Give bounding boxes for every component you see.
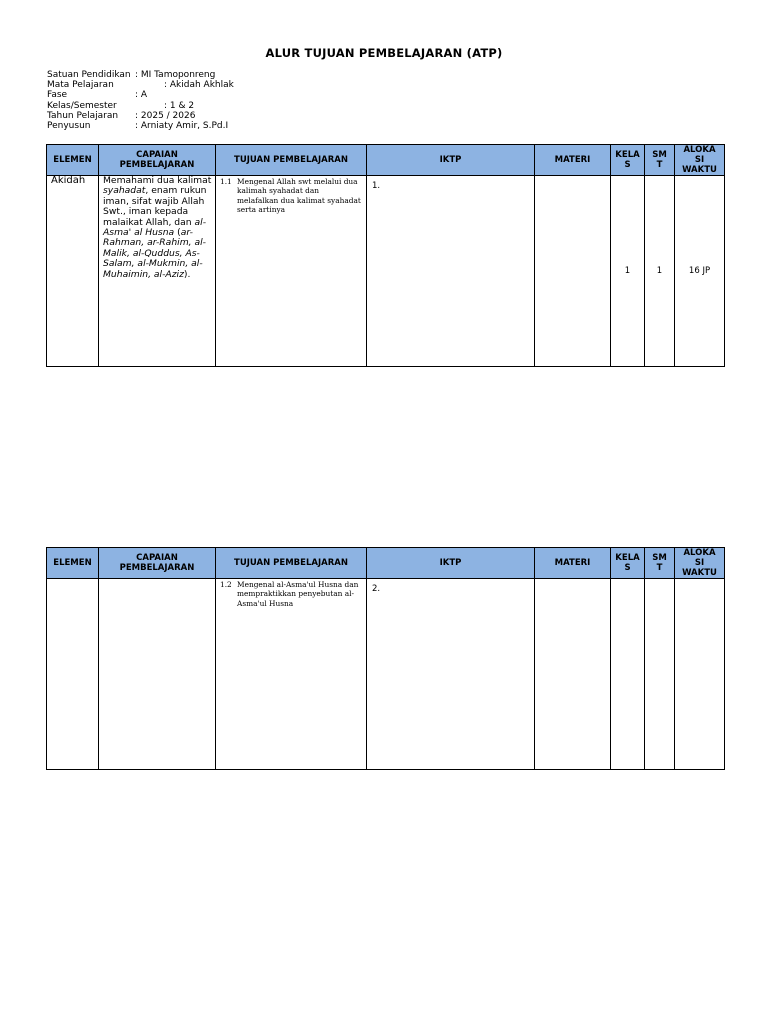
meta-label: Penyusun [47,120,91,131]
header-alokasi-line-1: ALOKA [683,145,716,155]
header-smt-line-2: T [656,563,663,573]
tujuan-number: 1.2 [220,580,232,589]
header-smt [645,145,675,176]
header-alokasi-line-3: WAKTU [682,165,717,175]
capaian-text: Memahami dua kalimat [103,175,212,186]
tujuan-text: Mengenal al-Asma'ul Husna dan mempraktikkan penyebutan al-Asma'ul Husna [237,580,359,608]
header-tujuan: TUJUAN PEMBELAJARAN [216,548,367,579]
header-alokasi-line-3: WAKTU [682,568,717,578]
header-alokasi-line-2: SI [694,155,705,165]
cell-smt [645,579,675,770]
table-row [47,579,725,770]
header-capaian-line-1: CAPAIAN [136,150,178,160]
cell-elemen: Akidah [47,176,99,367]
header-smt-line-2: T [656,160,663,170]
meta-label: Mata Pelajaran [47,80,114,91]
meta-value: : A [135,90,148,101]
capaian-italic-text: al-Asma' al Husna [103,216,207,239]
header-kelas-line-2: S [624,160,631,170]
cell-smt: 1 [645,176,675,367]
meta-value: : Akidah Akhlak [164,80,234,91]
meta-label: Kelas/Semester [47,100,117,111]
cell-alokasi [675,579,725,770]
cell-materi [535,579,611,770]
capaian-text: , enam rukun iman, sifat wajib Allah Swt., iman kepada malaikat Allah, dan [103,185,207,228]
header-capaian-line-2: PEMBELAJARAN [119,563,195,573]
table-header-row [47,145,725,176]
cell-alokasi: 16 JP [675,176,725,367]
meta-value: : Arniaty Amir, S.Pd.I [135,120,229,131]
atp-table-2 [46,547,725,770]
header-smt [645,548,675,579]
header-kelas-line-1: KELA [615,553,640,563]
meta-value: : 2025 / 2026 [135,110,196,121]
tujuan-item [216,579,366,608]
header-materi: MATERI [535,145,611,176]
header-kelas [611,145,645,176]
header-materi: MATERI [535,548,611,579]
header-alokasi [675,548,725,579]
header-capaian-line-2: PEMBELAJARAN [119,160,195,170]
capaian-text: ( [174,227,181,239]
header-elemen: ELEMEN [47,145,99,176]
cell-iktp: 2. [367,579,535,770]
atp-table-1 [46,144,725,367]
capaian-italic-text: syahadat [103,185,146,197]
header-iktp: IKTP [367,145,535,176]
capaian-italic-text: ar-Rahman, ar-Rahim, al-Malik, al-Quddus, As-Salam, al-Mukmin, al-Muhaimin, al-Aziz [103,227,206,280]
header-capaian [99,548,216,579]
meta-value: : 1 & 2 [164,100,195,111]
header-smt-line-1: SM [652,553,667,563]
cell-iktp: 1. [367,176,535,367]
header-kelas [611,548,645,579]
cell-kelas: 1 [611,176,645,367]
tujuan-number: 1.1 [220,177,232,186]
header-alokasi [675,145,725,176]
cell-kelas [611,579,645,770]
table-row [47,176,725,367]
cell-capaian [99,176,216,367]
cell-capaian [99,579,216,770]
header-alokasi-line-2: SI [694,558,705,568]
meta-label: Tahun Pelajaran [47,110,119,121]
table-header-row [47,548,725,579]
cell-elemen [47,579,99,770]
capaian-text: ). [183,268,191,280]
header-iktp: IKTP [367,548,535,579]
header-capaian-line-1: CAPAIAN [136,553,178,563]
cell-tujuan [216,176,367,367]
tujuan-text: Mengenal Allah swt melalui dua kalimah syahadat dan melafalkan dua kalimat syahadat serta artinya [237,177,361,215]
header-kelas-line-1: KELA [615,150,640,160]
header-elemen: ELEMEN [47,548,99,579]
meta-label: Satuan Pendidikan [47,70,131,80]
tujuan-item [216,176,366,215]
header-smt-line-1: SM [652,150,667,160]
header-tujuan: TUJUAN PEMBELAJARAN [216,145,367,176]
cell-materi [535,176,611,367]
header-alokasi-line-1: ALOKA [683,548,716,558]
cell-tujuan [216,579,367,770]
header-capaian [99,145,216,176]
header-kelas-line-2: S [624,563,631,573]
meta-label: Fase [47,90,68,101]
meta-value: : MI Tamoponreng [135,70,216,80]
document-title: ALUR TUJUAN PEMBELAJARAN (ATP) [265,46,503,60]
